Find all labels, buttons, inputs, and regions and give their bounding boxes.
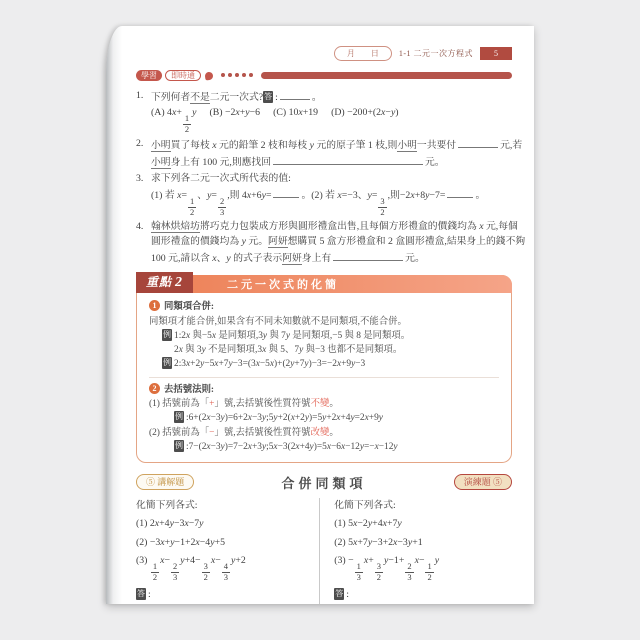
chapter-label: 1-1 二元一次方程式 xyxy=(398,48,473,58)
exercise-line: 下列何者不是二元一次式?答 : 。 xyxy=(151,88,512,105)
rule-heading-2: 2 去括號法則: xyxy=(149,383,499,397)
keypoint-box xyxy=(136,275,512,463)
options-line: (A) 4x+ $\frac{1}{2}$ y (B) −2x+y−6 (C) 10x+19 (D) −200+(2x−y) xyxy=(151,107,399,134)
exercise-number: 2. xyxy=(136,137,144,149)
rule-line: (1) 括號前為「+」號,去括號後性質符號不變。 xyxy=(149,399,339,410)
keypoint-number: 2 xyxy=(175,275,184,291)
exercise-number: 3. xyxy=(136,173,144,185)
day-label: 日 xyxy=(370,48,379,58)
exercise-line: 小明買了每枝 x 元的鉛筆 2 枝和每枝 y 元的原子筆 1 枝,則小明一共要付 元,若 xyxy=(151,136,522,153)
rule-line: (2) 括號前為「−」號,去括號後性質符號改變。 xyxy=(149,427,339,438)
example-line: 例 :6+(2x−3y)=6+2x−3y;5y+2(x+2y)=5y+2x+4y=2x+9y xyxy=(175,412,383,424)
keypoint-label xyxy=(136,272,193,293)
rule-heading-1: 1 同類項合併: xyxy=(149,300,499,314)
badge-dots xyxy=(221,73,253,77)
exercise-body xyxy=(151,88,512,135)
exercise-list xyxy=(136,88,526,266)
section-header xyxy=(136,474,512,490)
exercise-item-2 xyxy=(136,136,523,170)
keypoint-divider xyxy=(149,377,499,378)
problem-line: (1) 5x−2y+4x+7y xyxy=(334,518,402,530)
problem-line: (2) 5x+7y−3+2x−3y+1 xyxy=(334,536,423,548)
date-fill-box xyxy=(334,46,392,61)
exercise-line: 求下列各二元一次式所代表的值: xyxy=(151,173,291,185)
exercise-body xyxy=(151,219,525,267)
exercise-item-4 xyxy=(136,219,526,267)
explain-problem-badge: ⑤ 講解題 xyxy=(136,474,194,490)
page-header xyxy=(136,46,512,60)
right-column xyxy=(320,498,512,604)
column-title: 化簡下列各式: xyxy=(136,500,198,512)
problem-line: (3) $\frac{1}{2}$ x− $\frac{2}{3}$ y+4− $\frac{3}{2}$ x− $\frac{4}{3}$ y+2 xyxy=(136,554,246,582)
lesson-badge-row xyxy=(136,69,512,81)
exercise-item-3 xyxy=(136,171,512,218)
example-line: 例 2:3x+2y−5x+7y−3=(3x−5x)+(2y+7y)−3=−2x+9y−3 xyxy=(163,358,366,370)
page-content xyxy=(106,26,534,604)
exercise-line: 小明身上有 100 元,則應找回 元。 xyxy=(151,153,522,170)
exercise-item-1 xyxy=(136,88,512,135)
lesson-badge-left: 學習 xyxy=(136,70,162,81)
exercise-line: 翰林烘焙坊將巧克力包裝成方形與圓形禮盒出售,且每個方形禮盒的價錢均為 x 元,每個 xyxy=(151,220,518,232)
problem-line: (3) − $\frac{1}{3}$ x+ $\frac{3}{2}$ y−1+ $\frac{2}{3}$ x− $\frac{1}{2}$ y xyxy=(334,554,440,582)
exercise-body xyxy=(151,136,522,170)
keypoint-title: 二元一次式的化簡 xyxy=(227,279,339,292)
problem-line: (2) −3x+y−1+2x−4y+5 xyxy=(136,536,225,548)
practice-problem-badge: 演練題 ⑤ xyxy=(454,474,512,490)
textbook-page xyxy=(106,26,534,604)
example-line: 2x 與 3y 不是同類項,3x 與 5、7y 與−3 也都不是同類項。 xyxy=(174,345,403,356)
month-label: 月 xyxy=(346,48,355,58)
lesson-badge-right: 即時通 xyxy=(165,70,201,81)
exercise-line: 100 元,請以含 x、y 的式子表示阿妍身上有 元。 xyxy=(151,249,525,266)
answer-line: 答 : xyxy=(137,589,151,601)
example-line: 例 1:2x 與−5x 是同類項,3y 與 7y 是同類項,−5 與 8 是同類項。 xyxy=(163,329,411,341)
rule-line: 同類項才能合併,如果含有不同未知數就不是同類項,不能合併。 xyxy=(149,316,407,327)
problem-line: (1) 2x+4y−3x−7y xyxy=(136,518,204,530)
section-title: 合併同類項 xyxy=(281,475,367,491)
answer-line: 答 : xyxy=(335,589,349,601)
exercise-line: 圓形禮盒的價錢均為 y 元。阿妍想購買 5 盒方形禮盒和 2 盒圓形禮盒,結果身上的錢不夠 xyxy=(151,235,526,247)
column-title: 化簡下列各式: xyxy=(334,500,396,512)
problem-columns xyxy=(136,498,512,604)
left-column xyxy=(136,498,320,604)
keypoint-label-text: 重點 xyxy=(146,275,173,290)
badge-rule-bar xyxy=(261,72,512,79)
page-number-badge: 5 xyxy=(480,47,512,60)
exercise-body xyxy=(151,171,512,218)
example-line: 例 :7−(2x−3y)=7−2x+3y;5x−3(2x+4y)=5x−6x−12y=−x−12y xyxy=(175,440,398,452)
speech-bubble-icon xyxy=(204,71,213,80)
exercise-number: 1. xyxy=(136,90,144,101)
exercise-number: 4. xyxy=(136,220,144,232)
exercise-line: (1) 若 x= $\frac{1}{2}$ 、y= $\frac{2}{3}$ ,則 4x+6y= 。(2) 若 x=−3、y= $\frac{3}{2}$ ,則−2x+8y−7= 。 xyxy=(151,186,512,218)
